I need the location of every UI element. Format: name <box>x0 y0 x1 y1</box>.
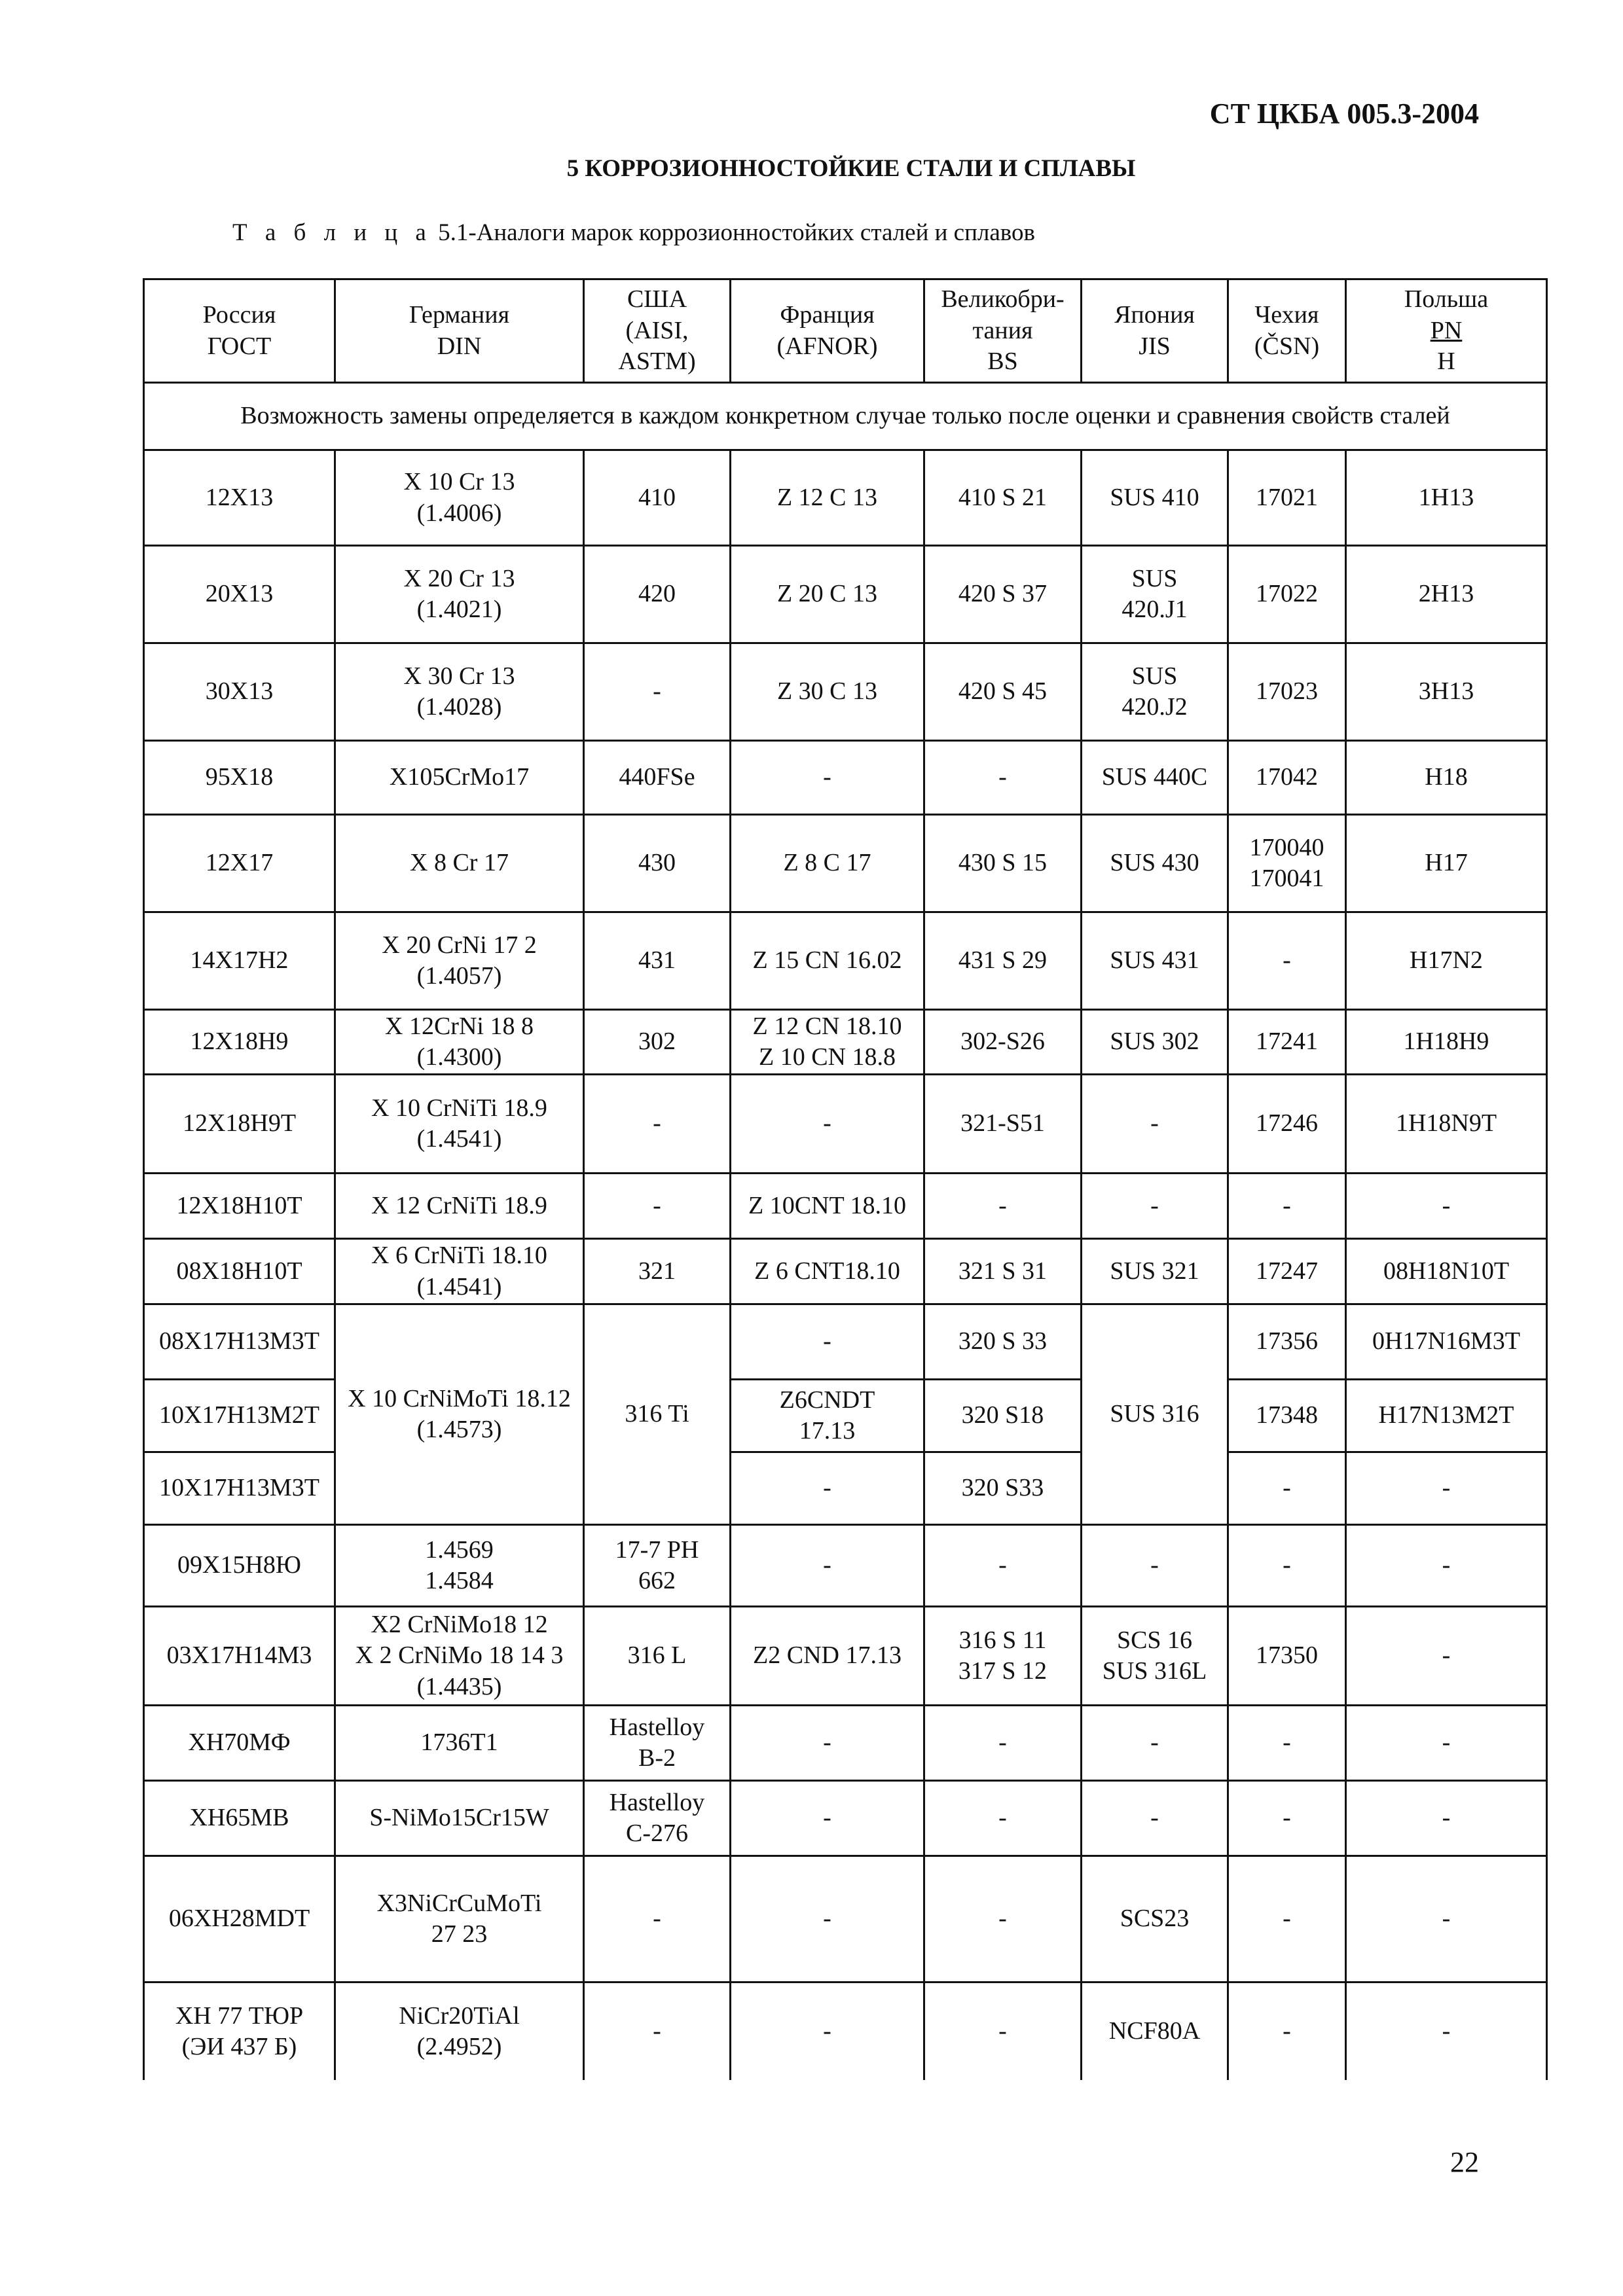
cell-poland: - <box>1346 1452 1547 1525</box>
table-row <box>144 643 1547 741</box>
header-japan: Япония JIS <box>1082 279 1228 383</box>
cell-japan: - <box>1082 1781 1228 1856</box>
cell-czech: 17350 <box>1228 1607 1346 1706</box>
replacement-note: Возможность замены определяется в каждом конкретном случае только после оценки и сравнения свойств сталей <box>144 383 1547 450</box>
cell-germany: X 20 CrNi 17 2 (1.4057) <box>335 912 584 1010</box>
cell-germany: NiCr20TiAl (2.4952) <box>335 1982 584 2081</box>
cell-france: Z 6 CNT18.10 <box>731 1239 924 1304</box>
cell-uk: 320 S18 <box>924 1380 1082 1452</box>
cell-uk: 410 S 21 <box>924 450 1082 546</box>
header-usa: США (AISI, ASTM) <box>584 279 731 383</box>
cell-france: Z 10CNT 18.10 <box>731 1174 924 1239</box>
cell-japan: SUS 410 <box>1082 450 1228 546</box>
cell-france: - <box>731 1856 924 1982</box>
caption-text: 5.1-Аналоги марок коррозионностойких сталей и сплавов <box>438 219 1035 246</box>
cell-usa: 302 <box>584 1010 731 1075</box>
cell-usa: 420 <box>584 546 731 643</box>
cell-russia: 08Х18Н10Т <box>144 1239 335 1304</box>
cell-poland: H17N2 <box>1346 912 1547 1010</box>
cell-russia: 20Х13 <box>144 546 335 643</box>
cell-czech: - <box>1228 1452 1346 1525</box>
cell-russia: 06ХН28МDТ <box>144 1856 335 1982</box>
cell-russia: ХН 77 ТЮР (ЭИ 437 Б) <box>144 1982 335 2081</box>
cell-japan: SUS 420.J1 <box>1082 546 1228 643</box>
cell-russia: ХН70МФ <box>144 1706 335 1781</box>
cell-russia: 12Х18Н9Т <box>144 1075 335 1174</box>
header-france: Франция (AFNOR) <box>731 279 924 383</box>
cell-japan: SUS 321 <box>1082 1239 1228 1304</box>
cell-uk: - <box>924 1982 1082 2081</box>
cell-france: Z6CNDT 17.13 <box>731 1380 924 1452</box>
cell-usa: Hastelloy C-276 <box>584 1781 731 1856</box>
cell-japan: SUS 431 <box>1082 912 1228 1010</box>
cell-poland: 08H18N10T <box>1346 1239 1547 1304</box>
cell-czech: 17356 <box>1228 1304 1346 1380</box>
cell-france: Z 12 C 13 <box>731 450 924 546</box>
table-row <box>144 1525 1547 1607</box>
cell-usa: 321 <box>584 1239 731 1304</box>
cell-poland: - <box>1346 1781 1547 1856</box>
header-poland: Польша PN H <box>1346 279 1547 383</box>
table-row <box>144 1706 1547 1781</box>
cell-japan: SUS 430 <box>1082 815 1228 912</box>
cell-usa: 410 <box>584 450 731 546</box>
cell-poland: 2H13 <box>1346 546 1547 643</box>
table-row <box>144 1607 1547 1706</box>
cell-france: - <box>731 1982 924 2081</box>
cell-japan: SUS 316 <box>1082 1304 1228 1525</box>
cell-japan: SUS 420.J2 <box>1082 643 1228 741</box>
cell-usa: 431 <box>584 912 731 1010</box>
cell-japan: SUS 302 <box>1082 1010 1228 1075</box>
cell-russia: 95Х18 <box>144 741 335 815</box>
cell-usa: 440FSe <box>584 741 731 815</box>
cell-uk: 430 S 15 <box>924 815 1082 912</box>
cell-germany: X 12CrNi 18 8 (1.4300) <box>335 1010 584 1075</box>
cell-uk: 302-S26 <box>924 1010 1082 1075</box>
cell-uk: - <box>924 1706 1082 1781</box>
cell-usa: 316 L <box>584 1607 731 1706</box>
cell-france: - <box>731 1075 924 1174</box>
cell-germany: X105CrMo17 <box>335 741 584 815</box>
cell-poland: - <box>1346 1982 1547 2081</box>
table-row <box>144 1075 1547 1174</box>
cell-uk: 320 S33 <box>924 1452 1082 1525</box>
cell-uk: - <box>924 741 1082 815</box>
cell-germany: S-NiMo15Cr15W <box>335 1781 584 1856</box>
cell-uk: 321 S 31 <box>924 1239 1082 1304</box>
cell-usa: - <box>584 643 731 741</box>
steel-analogs-table <box>143 278 1548 2080</box>
cell-russia: 10Х17Н13М2Т <box>144 1380 335 1452</box>
cell-poland: 1H18H9 <box>1346 1010 1547 1075</box>
cell-russia: 10Х17Н13М3Т <box>144 1452 335 1525</box>
cell-czech: - <box>1228 1525 1346 1607</box>
cell-poland: H17N13M2T <box>1346 1380 1547 1452</box>
cell-france: - <box>731 1525 924 1607</box>
cell-france: - <box>731 1706 924 1781</box>
cell-germany: X 8 Cr 17 <box>335 815 584 912</box>
cell-germany: X 10 CrNiTi 18.9 (1.4541) <box>335 1075 584 1174</box>
cell-czech: 17022 <box>1228 546 1346 643</box>
cell-uk: 431 S 29 <box>924 912 1082 1010</box>
cell-russia: 12Х18Н9 <box>144 1010 335 1075</box>
cell-uk: - <box>924 1174 1082 1239</box>
cell-france: - <box>731 1452 924 1525</box>
cell-russia: ХН65МВ <box>144 1781 335 1856</box>
cell-poland: - <box>1346 1706 1547 1781</box>
table-row <box>144 546 1547 643</box>
cell-germany: X 30 Cr 13 (1.4028) <box>335 643 584 741</box>
cell-poland: 1H18N9T <box>1346 1075 1547 1174</box>
cell-japan: - <box>1082 1075 1228 1174</box>
cell-uk: 420 S 45 <box>924 643 1082 741</box>
cell-uk: 420 S 37 <box>924 546 1082 643</box>
cell-czech: 17042 <box>1228 741 1346 815</box>
cell-russia: 14Х17Н2 <box>144 912 335 1010</box>
cell-poland: - <box>1346 1174 1547 1239</box>
cell-poland: 3H13 <box>1346 643 1547 741</box>
cell-japan: SCS 16 SUS 316L <box>1082 1607 1228 1706</box>
cell-usa: Hastelloy B-2 <box>584 1706 731 1781</box>
cell-czech: - <box>1228 1982 1346 2081</box>
page-number: 22 <box>1450 2146 1479 2178</box>
cell-usa: 17-7 PH 662 <box>584 1525 731 1607</box>
table-row <box>144 1781 1547 1856</box>
note-row <box>144 383 1547 450</box>
caption-prefix: Т а б л и ц а <box>232 219 432 246</box>
table-row <box>144 1010 1547 1075</box>
cell-poland: 1H13 <box>1346 450 1547 546</box>
cell-germany: X3NiCrCuMoTi 27 23 <box>335 1856 584 1982</box>
cell-germany: X 12 CrNiTi 18.9 <box>335 1174 584 1239</box>
cell-france: - <box>731 1304 924 1380</box>
header-germany: Германия DIN <box>335 279 584 383</box>
cell-germany: X 20 Cr 13 (1.4021) <box>335 546 584 643</box>
cell-usa: 316 Ti <box>584 1304 731 1525</box>
cell-uk: 321-S51 <box>924 1075 1082 1174</box>
cell-japan: - <box>1082 1706 1228 1781</box>
cell-usa: 430 <box>584 815 731 912</box>
cell-uk: - <box>924 1856 1082 1982</box>
cell-usa: - <box>584 1982 731 2081</box>
cell-france: Z 15 CN 16.02 <box>731 912 924 1010</box>
table-row <box>144 815 1547 912</box>
cell-france: Z 30 C 13 <box>731 643 924 741</box>
cell-france: Z 20 C 13 <box>731 546 924 643</box>
cell-germany: X 6 CrNiTi 18.10 (1.4541) <box>335 1239 584 1304</box>
table-row <box>144 741 1547 815</box>
cell-japan: NCF80A <box>1082 1982 1228 2081</box>
table-row <box>144 1982 1547 2081</box>
cell-uk: - <box>924 1781 1082 1856</box>
cell-japan: - <box>1082 1525 1228 1607</box>
cell-japan: - <box>1082 1174 1228 1239</box>
cell-uk: - <box>924 1525 1082 1607</box>
cell-czech: - <box>1228 1174 1346 1239</box>
cell-germany: X 10 CrNiMoTi 18.12 (1.4573) <box>335 1304 584 1525</box>
table-row <box>144 450 1547 546</box>
cell-czech: - <box>1228 912 1346 1010</box>
cell-russia: 03Х17Н14М3 <box>144 1607 335 1706</box>
cell-poland: - <box>1346 1856 1547 1982</box>
cell-usa: - <box>584 1174 731 1239</box>
cell-germany: X 10 Cr 13 (1.4006) <box>335 450 584 546</box>
cell-czech: 17348 <box>1228 1380 1346 1452</box>
cell-czech: 17247 <box>1228 1239 1346 1304</box>
cell-czech: 17241 <box>1228 1010 1346 1075</box>
cell-czech: 17246 <box>1228 1075 1346 1174</box>
cell-czech: 170040 170041 <box>1228 815 1346 912</box>
cell-france: Z 12 CN 18.10 Z 10 CN 18.8 <box>731 1010 924 1075</box>
cell-czech: - <box>1228 1856 1346 1982</box>
cell-germany: X2 CrNiMo18 12 X 2 CrNiMo 18 14 3 (1.4435) <box>335 1607 584 1706</box>
cell-poland: - <box>1346 1525 1547 1607</box>
header-russia: Россия ГОСТ <box>144 279 335 383</box>
cell-france: - <box>731 741 924 815</box>
cell-germany: 1736T1 <box>335 1706 584 1781</box>
cell-france: Z 8 C 17 <box>731 815 924 912</box>
cell-poland: 0H17N16M3T <box>1346 1304 1547 1380</box>
cell-poland: H17 <box>1346 815 1547 912</box>
cell-uk: 316 S 11 317 S 12 <box>924 1607 1082 1706</box>
cell-usa: - <box>584 1075 731 1174</box>
table-row <box>144 1856 1547 1982</box>
cell-france: Z2 CND 17.13 <box>731 1607 924 1706</box>
cell-japan: SUS 440C <box>1082 741 1228 815</box>
cell-japan: SCS23 <box>1082 1856 1228 1982</box>
cell-russia: 12Х18Н10Т <box>144 1174 335 1239</box>
cell-russia: 12Х17 <box>144 815 335 912</box>
cell-russia: 12Х13 <box>144 450 335 546</box>
header-uk: Великобри- тания BS <box>924 279 1082 383</box>
cell-poland: H18 <box>1346 741 1547 815</box>
section-title: 5 КОРРОЗИОННОСТОЙКИЕ СТАЛИ И СПЛАВЫ <box>566 155 1136 182</box>
table-row <box>144 1304 1547 1380</box>
table-row <box>144 1174 1547 1239</box>
cell-russia: 09Х15Н8Ю <box>144 1525 335 1607</box>
table-row <box>144 912 1547 1010</box>
cell-czech: 17021 <box>1228 450 1346 546</box>
cell-czech: - <box>1228 1706 1346 1781</box>
cell-poland: - <box>1346 1607 1547 1706</box>
header-czech: Чехия (ČSN) <box>1228 279 1346 383</box>
doc-id: СТ ЦКБА 005.3-2004 <box>1209 98 1479 130</box>
cell-russia: 08Х17Н13М3Т <box>144 1304 335 1380</box>
table-row <box>144 1239 1547 1304</box>
table-caption <box>232 219 1035 247</box>
cell-uk: 320 S 33 <box>924 1304 1082 1380</box>
cell-usa: - <box>584 1856 731 1982</box>
cell-czech: 17023 <box>1228 643 1346 741</box>
cell-france: - <box>731 1781 924 1856</box>
cell-germany: 1.4569 1.4584 <box>335 1525 584 1607</box>
cell-russia: 30Х13 <box>144 643 335 741</box>
cell-czech: - <box>1228 1781 1346 1856</box>
header-row <box>144 279 1547 383</box>
